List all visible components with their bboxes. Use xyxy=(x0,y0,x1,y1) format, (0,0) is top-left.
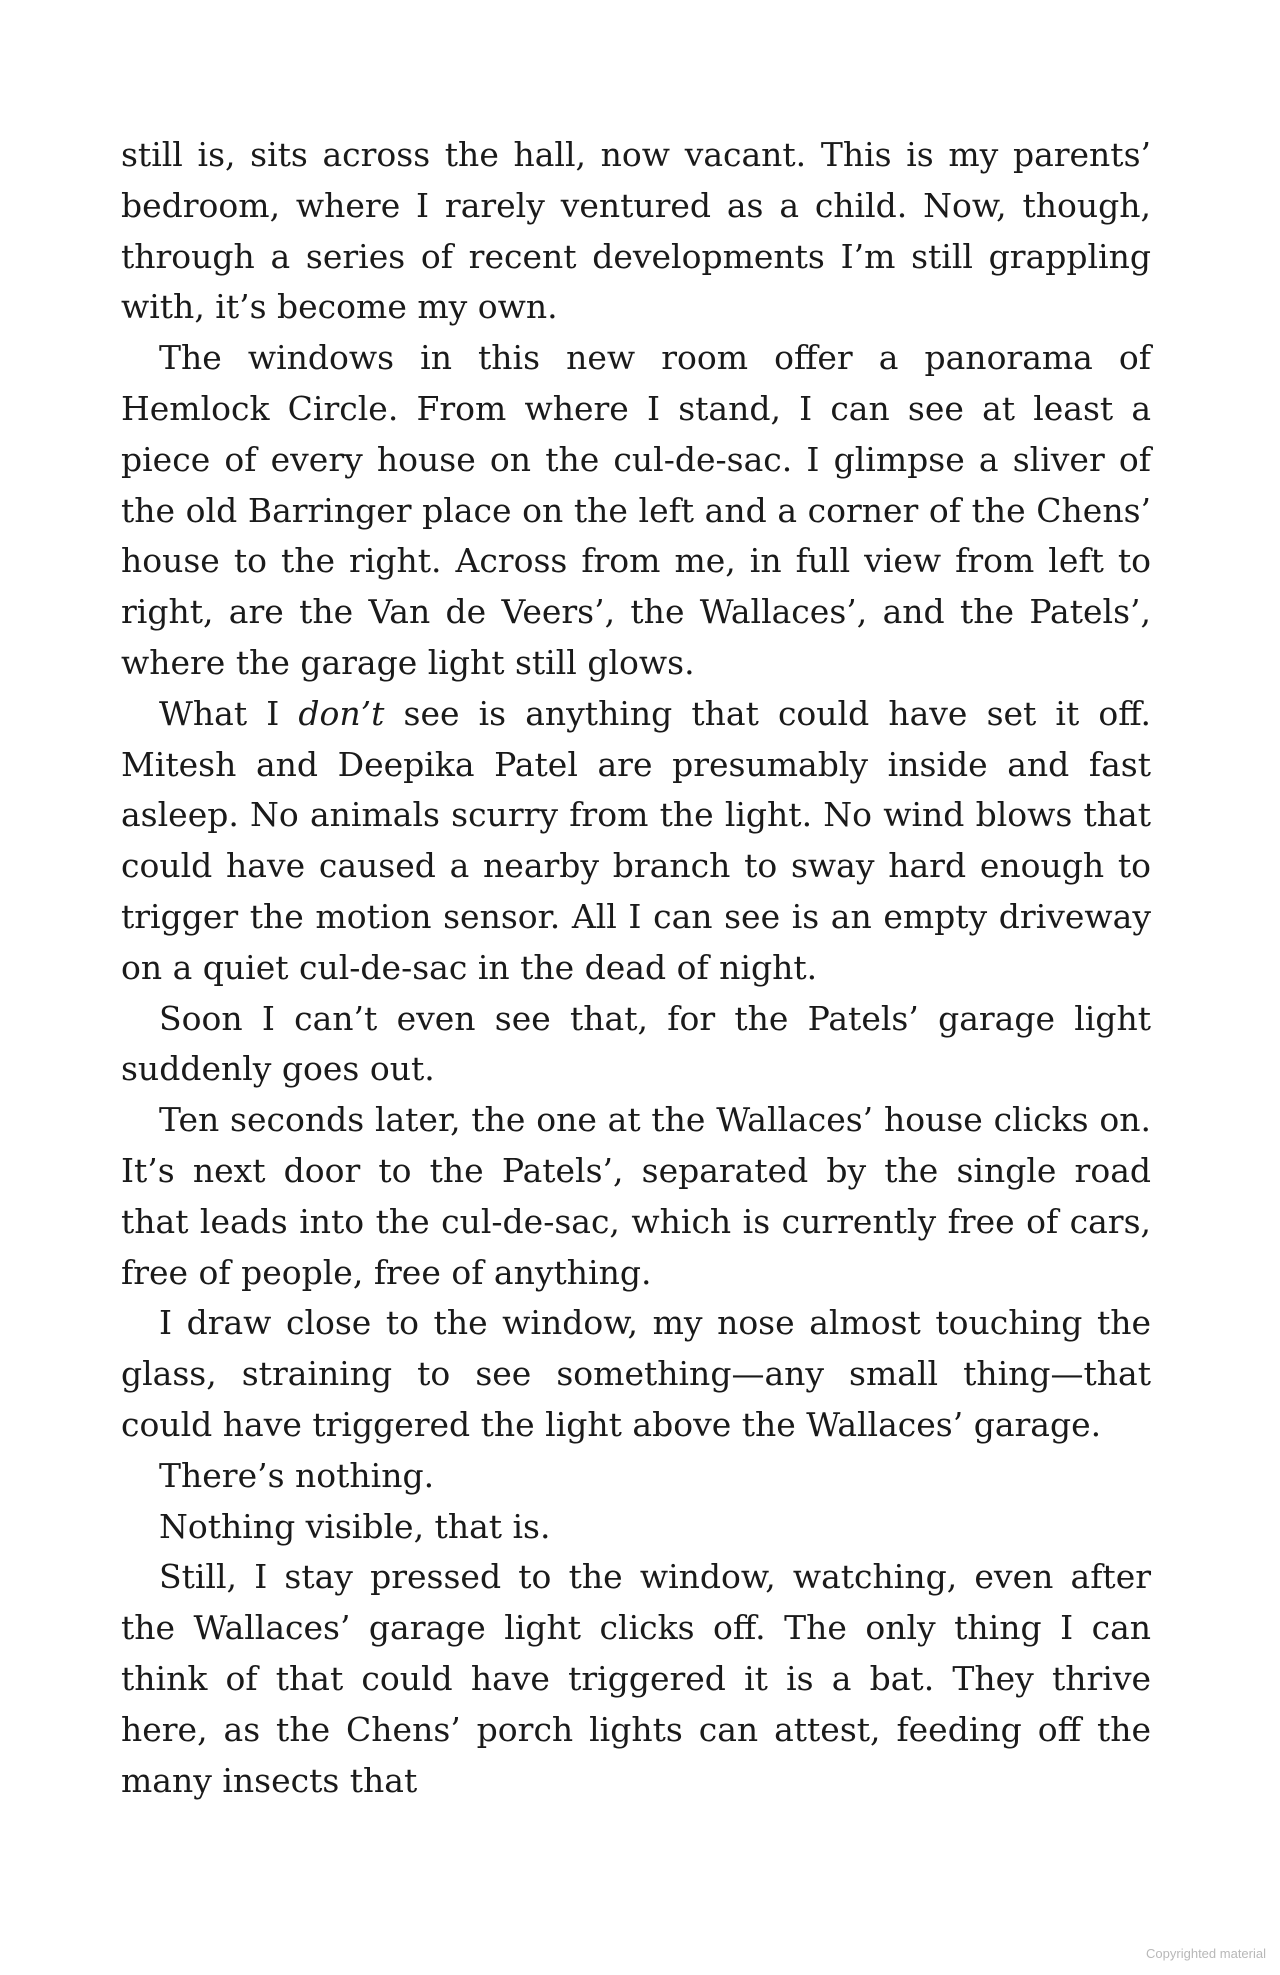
paragraph-3 xyxy=(121,689,1151,994)
copyright-watermark: Copyrighted material xyxy=(1146,1946,1266,1961)
paragraph-3-emphasis: don’t xyxy=(298,693,385,733)
paragraph-8: Nothing visible, that is. xyxy=(159,1506,551,1546)
paragraph-6: I draw close to the window, my nose almost touching the glass, straining to see something—any small thing—that could have triggered the light above the Wallaces’ garage. xyxy=(121,1303,1151,1444)
paragraph-9: Still, I stay pressed to the window, watching, even after the Wallaces’ garage light clicks off. The only thing I can think of that could have triggered it is a bat. They thrive here, as the Chens’ porch lights can attest, feeding off the many insects that xyxy=(121,1557,1151,1800)
paragraph-4: Soon I can’t even see that, for the Patels’ garage light suddenly goes out. xyxy=(121,998,1151,1089)
paragraph-3-after: see is anything that could have set it off. Mitesh and Deepika Patel are presumably inside and fast asleep. No animals scurry from the light. No wind blows that could have caused a nearby branch to sway hard enough to trigger the motion sensor. All I can see is an empty driveway on a quiet cul-de-sac in the dead of night. xyxy=(121,693,1151,987)
paragraph-2: The windows in this new room offer a panorama of Hemlock Circle. From where I stand, I can see at least a piece of every house on the cul-de-sac. I glimpse a sliver of the old Barringer place on the left and a corner of the Chens’ house to the right. Across from me, in full view from left to right, are the Van de Veers’, the Wallaces’, and the Patels’, where the garage light still glows. xyxy=(121,338,1151,682)
paragraph-3-before: What I xyxy=(159,693,299,733)
paragraph-7: There’s nothing. xyxy=(159,1455,435,1495)
paragraph-1: still is, sits across the hall, now vacant. This is my parents’ bedroom, where I rarely ventured as a child. Now, though, through a series of recent developments I’m still grappling with, it’s become my own. xyxy=(121,135,1151,327)
paragraph-5: Ten seconds later, the one at the Wallaces’ house clicks on. It’s next door to the Patels’, separated by the single road that leads into the cul-de-sac, which is currently free of cars, free of people, free of anything. xyxy=(121,1100,1151,1292)
book-page-text xyxy=(121,130,1151,1806)
